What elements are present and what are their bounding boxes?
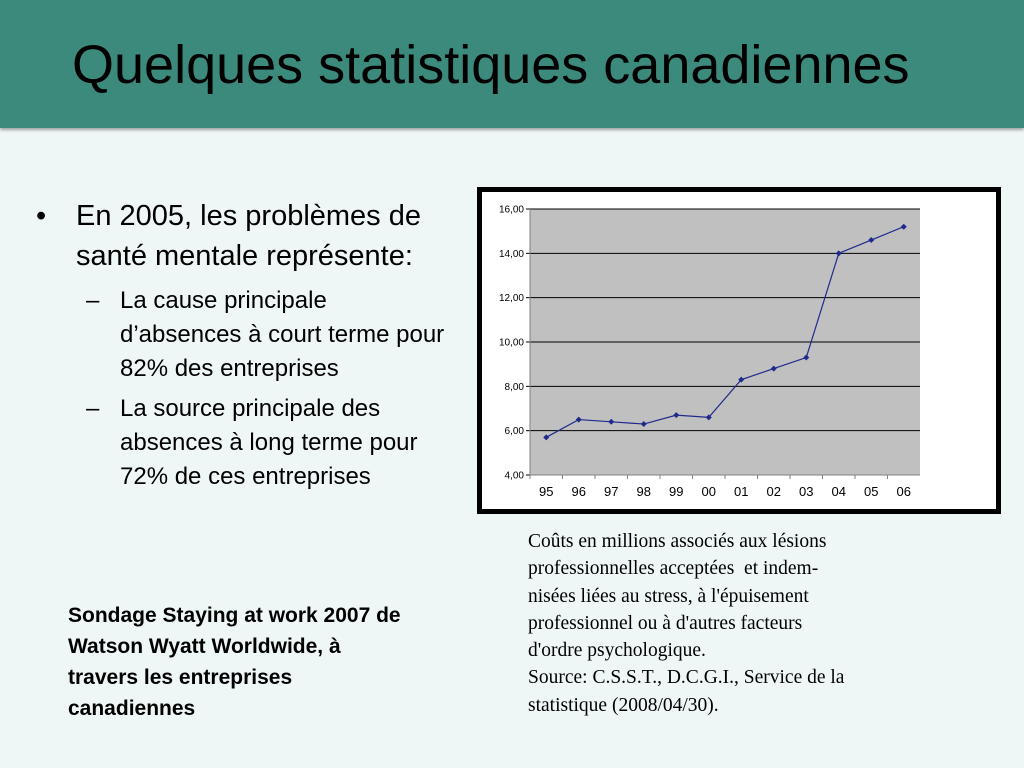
x-tick-label: 98 <box>636 484 651 499</box>
x-tick-label: 03 <box>799 484 814 499</box>
x-tick-label: 97 <box>604 484 619 499</box>
chart-frame <box>477 187 1001 514</box>
bullet-dot-icon: • <box>36 200 47 232</box>
caption-line: statistique (2008/04/30). <box>528 694 719 716</box>
x-tick-label: 01 <box>734 484 749 499</box>
y-tick-label: 12,00 <box>498 293 524 305</box>
bullet-item <box>36 196 456 276</box>
x-tick-label: 95 <box>539 484 554 499</box>
y-tick-label: 8,00 <box>504 381 524 393</box>
sub-bullet-list <box>86 284 456 494</box>
x-tick-label: 00 <box>701 484 716 499</box>
dash-icon: – <box>86 395 100 422</box>
caption-line: nisées liées au stress, à l'épuisement <box>528 585 809 607</box>
x-tick-label: 99 <box>669 484 684 499</box>
x-tick-label: 06 <box>896 484 911 499</box>
sub-bullet-text: La source principale des absences à long terme pour 72% de ces entreprises <box>120 395 431 490</box>
y-tick-label: 10,00 <box>498 337 524 349</box>
caption-line: d'ordre psychologique. <box>528 640 706 662</box>
caption-line: professionnel ou à d'autres facteurs <box>528 612 803 634</box>
title-bar <box>0 0 1024 128</box>
sub-bullet-item <box>86 392 456 494</box>
line-chart <box>482 192 996 509</box>
caption-line: Source: C.S.S.T., D.C.G.I., Service de la <box>528 667 845 689</box>
y-tick-label: 14,00 <box>498 248 524 260</box>
x-tick-label: 02 <box>766 484 781 499</box>
dash-icon: – <box>86 287 100 314</box>
x-tick-label: 04 <box>831 484 846 499</box>
x-tick-label: 05 <box>864 484 879 499</box>
survey-note: Sondage Staying at work 2007 de Watson Wyatt Worldwide, à travers les entreprises canadiennes <box>68 604 401 720</box>
chart-caption <box>528 528 998 719</box>
bullet-list <box>36 196 456 500</box>
x-tick-label: 96 <box>571 484 586 499</box>
caption-line: Coûts en millions associés aux lésions <box>528 531 827 552</box>
slide-title: Quelques statistiques canadiennes <box>72 35 910 95</box>
y-tick-label: 4,00 <box>504 470 524 482</box>
sub-bullet-item <box>86 284 456 386</box>
sub-bullet-text: La cause principale d’absences à court terme pour 82% des entreprises <box>120 287 451 382</box>
y-tick-label: 6,00 <box>504 426 524 438</box>
bullet-text: En 2005, les problèmes de santé mentale représente: <box>76 200 421 272</box>
caption-line: professionnelles acceptées et indem- <box>528 558 819 580</box>
y-tick-label: 16,00 <box>498 204 524 216</box>
